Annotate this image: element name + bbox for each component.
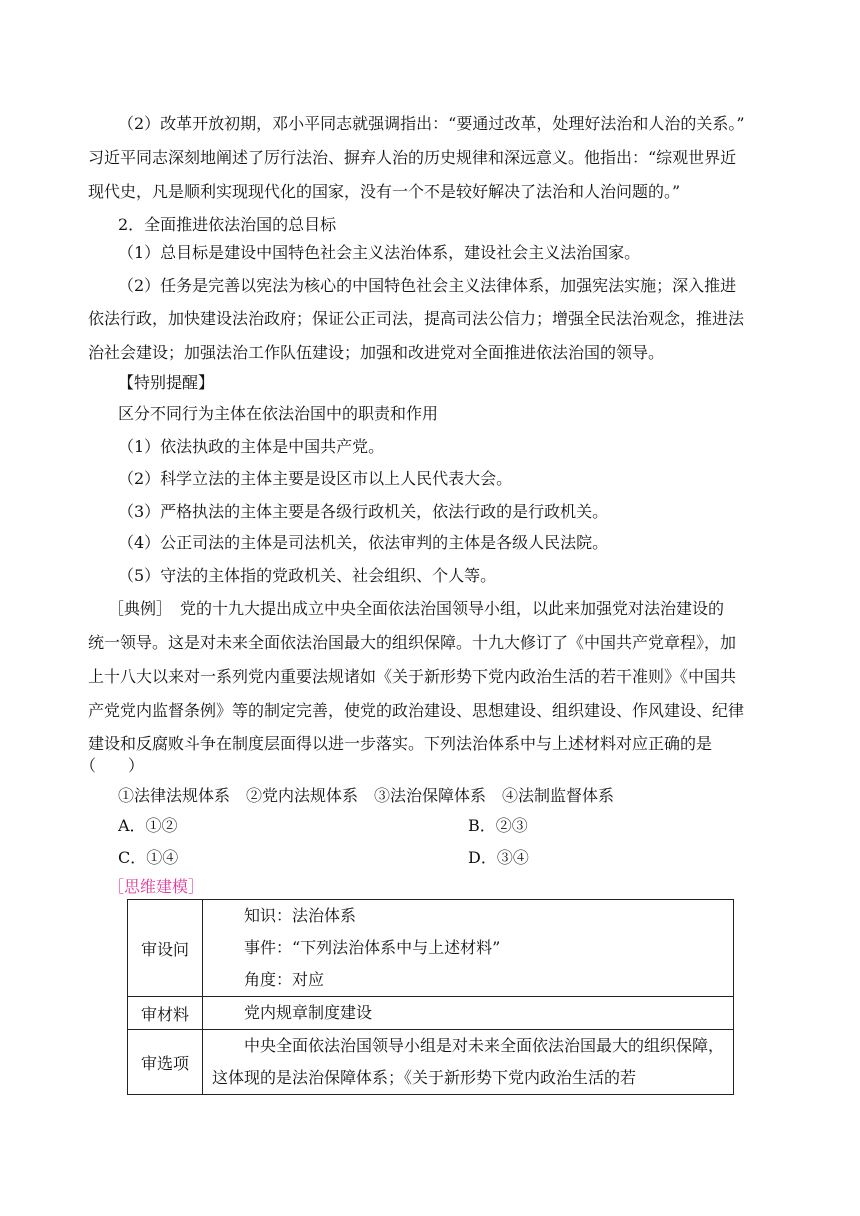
cell-line: 角度：对应 [244, 970, 325, 989]
list-item: （2）科学立法的主体主要是设区市以上人民代表大会。 [118, 469, 513, 488]
choice-items: ①法律法规体系 ②党内法规体系 ③法治保障体系 ④法制监督体系 [118, 786, 615, 805]
paragraph-line: 习近平同志深刻地阐述了厉行法治、摒弃人治的历史规律和深远意义。他指出：“综观世界近 [88, 148, 737, 167]
row-head: 审材料 [128, 997, 203, 1030]
paragraph-line: （1）总目标是建设中国特色社会主义法治体系，建设社会主义法治国家。 [118, 243, 641, 262]
list-item: （3）严格执法的主体主要是各级行政机关，依法行政的是行政机关。 [118, 502, 609, 521]
paragraph-line: 现代史，凡是顺利实现现代化的国家，没有一个不是较好解决了法治和人治问题的。” [88, 182, 681, 201]
paragraph-line: 依法行政，加快建设法治政府；保证公正司法，提高司法公信力；增强全民法治观念，推进法 [88, 309, 745, 328]
table-row [128, 997, 734, 1030]
paragraph-line: 建设和反腐败斗争在制度层面得以进一步落实。下列法治体系中与上述材料对应正确的是 [88, 734, 713, 753]
row-head: 审设问 [128, 900, 203, 997]
example-line: ［典例］ 党的十九大提出成立中央全面依法治国领导小组，以此来加强党对法治建设的 [108, 599, 725, 618]
section-heading: 2．全面推进依法治国的总目标 [118, 215, 337, 234]
paragraph-line: （2）改革开放初期，邓小平同志就强调指出：“要通过改革，处理好法治和人治的关系。” [118, 114, 745, 133]
paragraph-line: 产党党内监督条例》等的制定完善，使党的政治建设、思想建设、组织建设、作风建设、纪律 [88, 701, 745, 720]
paragraph-line: 统一领导。这是对未来全面依法治国最大的组织保障。十九大修订了《中国共产党章程》，加 [88, 633, 737, 652]
row-body [203, 900, 734, 997]
paragraph-line: 治社会建设；加强法治工作队伍建设；加强和改进党对全面推进依法治国的领导。 [88, 343, 665, 362]
thinking-model-label: ［思维建模］ [108, 877, 205, 896]
paragraph-line: （2）任务是完善以宪法为核心的中国特色社会主义法律体系，加强宪法实施；深入推进 [118, 276, 737, 295]
list-item: （4）公正司法的主体是司法机关，依法审判的主体是各级人民法院。 [118, 533, 609, 552]
paragraph-line: 上十八大以来对一系列党内重要法规诸如《关于新形势下党内政治生活的若干准则》《中国共 [88, 667, 737, 686]
option-row [118, 816, 788, 836]
answer-blank: （ ） [80, 756, 145, 775]
row-body [203, 997, 734, 1030]
row-body [203, 1030, 734, 1095]
reminder-heading: 【特别提醒】 [118, 373, 215, 392]
option-c: C．①④ [118, 848, 179, 867]
list-item: （5）守法的主体指的党政机关、社会组织、个人等。 [118, 566, 497, 585]
option-b: B．②③ [468, 816, 528, 835]
cell-paragraph: 中央全面依法治国领导小组是对未来全面依法治国最大的组织保障，这体现的是法治保障体系；《关于新形势下党内政治生活的若 [212, 1036, 725, 1087]
list-item: （1）依法执政的主体是中国共产党。 [118, 437, 385, 456]
cell-line: 知识：法治体系 [244, 906, 357, 925]
table-row [128, 1030, 734, 1095]
paragraph-line: 区分不同行为主体在依法治国中的职责和作用 [118, 404, 439, 423]
thinking-model-table [127, 899, 734, 1095]
cell-line: 党内规章制度建设 [244, 1003, 373, 1022]
option-row [118, 848, 788, 868]
table-row [128, 900, 734, 997]
cell-line: 事件：“下列法治体系中与上述材料” [244, 938, 501, 957]
option-a: A．①② [118, 816, 178, 835]
option-d: D．③④ [468, 848, 529, 867]
row-head: 审选项 [128, 1030, 203, 1095]
